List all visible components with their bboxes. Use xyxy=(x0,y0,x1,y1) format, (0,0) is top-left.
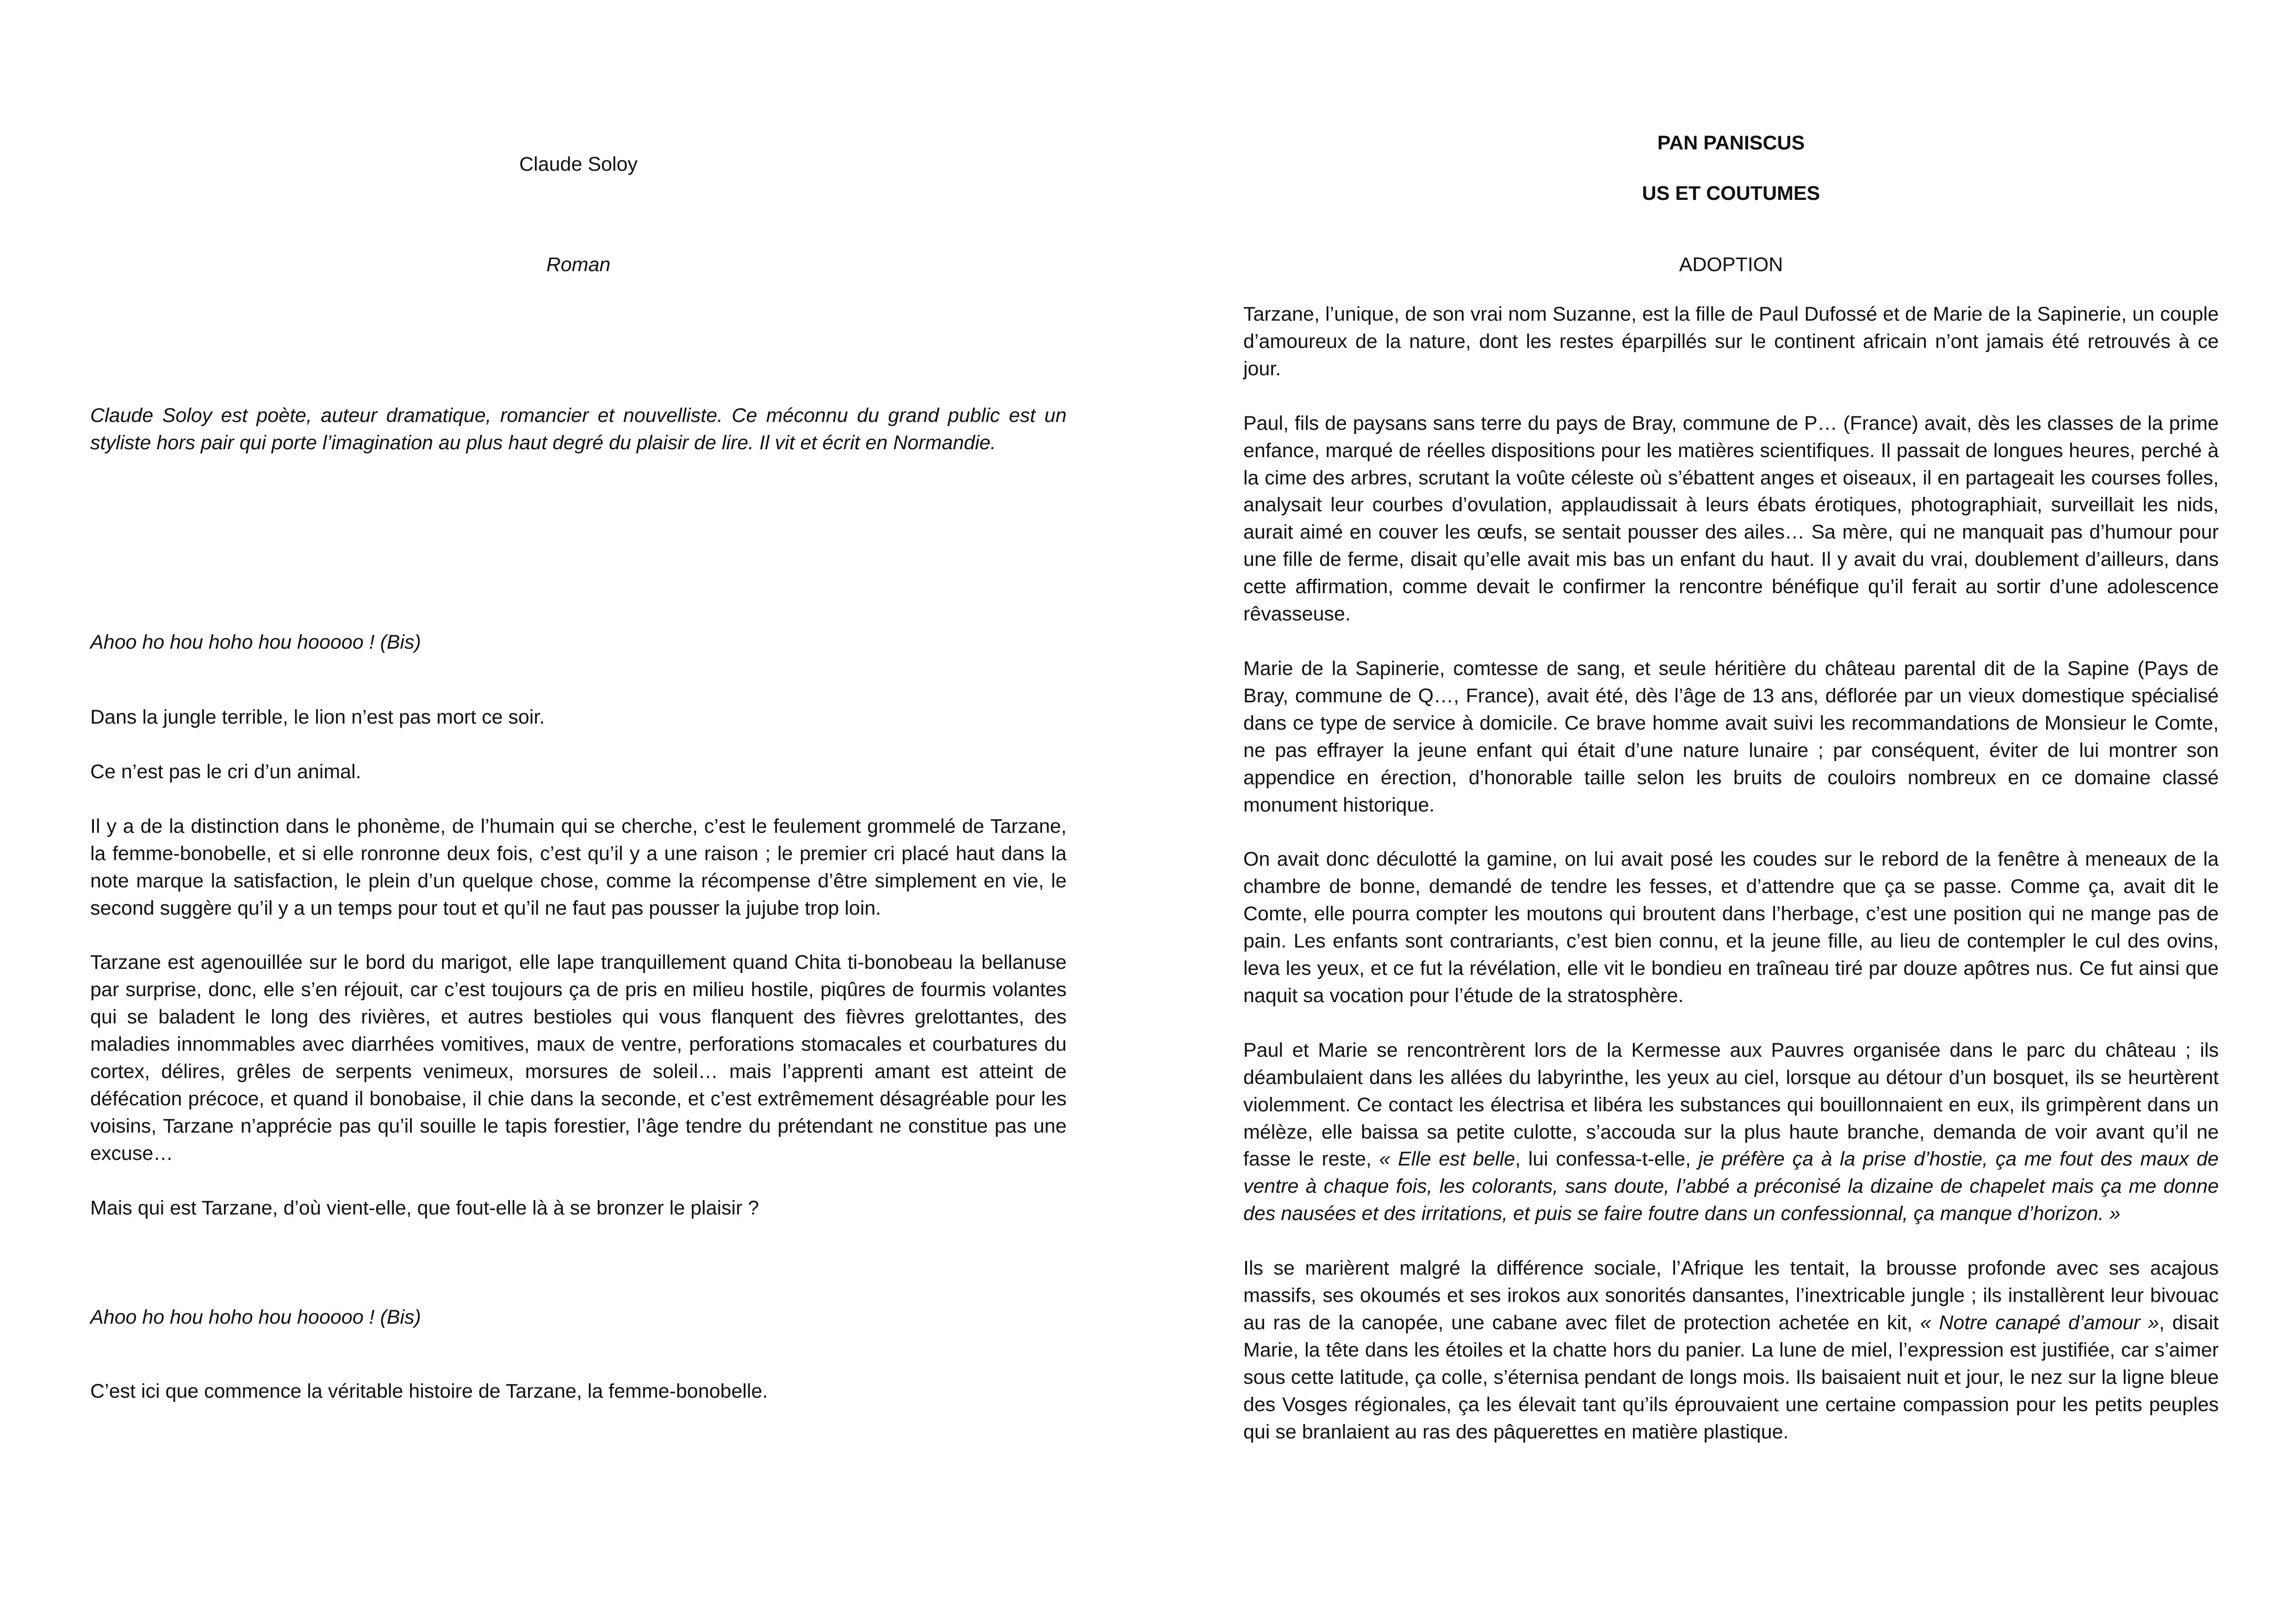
body-paragraph: Tarzane, l’unique, de son vrai nom Suzanne, est la fille de Paul Dufossé et de Marie de la Sapinerie, un couple d’amoureux de la nature, dont les restes éparpillés sur le continent africain n’ont jamais été retrouvés à ce jour. xyxy=(1243,303,2219,380)
left-page xyxy=(90,0,1067,1623)
section-heading: ADOPTION xyxy=(1679,254,1783,276)
body-paragraph: Ce n’est pas le cri d’un animal. xyxy=(90,760,361,783)
quote-text: « Elle est belle xyxy=(1379,1148,1515,1171)
author-name: Claude Soloy xyxy=(519,153,638,175)
right-body xyxy=(1243,301,2219,1446)
paragraph-text: Paul et Marie se rencontrèrent lors de la Kermesse aux Pauvres organisée dans le parc du château ; ils déambulaient dans les allées du labyrinthe, les yeux au ciel, lorsque au détour d’un bosquet, ils se heurtèrent violemment. Ce contact les électrisa et libéra les substances qui bouillonnaient en eux, ils grimpèrent dans un mélèze, elle baissa sa petite culotte, s’accouda sur la plus haute branche, demanda de voir avant qu’il ne fasse le reste, xyxy=(1243,1039,2219,1171)
refrain-top: Ahoo ho hou hoho hou hooooo ! (Bis) xyxy=(90,631,421,653)
quote-text: « Notre canapé d’amour » xyxy=(1920,1312,2159,1334)
book-title: PAN PANISCUS xyxy=(1657,132,1805,154)
paragraph-text: , disait Marie, la tête dans les étoiles et la chatte hors du panier. La lune de miel, l’expression est justifiée, car s’aimer sous cette latitude, ça colle, s’éternisa pendant de longs mois. Ils baisaient nuit et jour, le nez sur la ligne bleue des Vosges régionales, ça les élevait tant qu’ils éprouvaient une certaine compassion pour les petits peuples qui se branlaient au ras des pâquerettes en matière plastique. xyxy=(1243,1312,2219,1443)
genre-label: Roman xyxy=(546,254,611,276)
right-page xyxy=(1243,0,2219,1623)
body-paragraph: On avait donc déculotté la gamine, on lui avait posé les coudes sur le rebord de la fenêtre à meneaux de la chambre de bonne, demandé de tendre les fesses, et d’attendre que ça se passe. Comme ça, avait dit le Comte, elle pourra compter les moutons qui broutent dans l’herbage, c’est une position qui ne mange pas de pain. Les enfants sont contrariants, c’est bien connu, et la jeune fille, au lieu de contempler le cul des ovins, leva les yeux, et ce fut la révélation, elle vit le bondieu en traîneau tiré par douze apôtres nus. Ce fut ainsi que naquit sa vocation pour l’étude de la stratosphère. xyxy=(1243,848,2219,1007)
body-paragraph-mariage xyxy=(1243,1255,2219,1445)
body-paragraph: Dans la jungle terrible, le lion n’est pas mort ce soir. xyxy=(90,706,545,728)
author-bio: Claude Soloy est poète, auteur dramatique, romancier et nouvelliste. Ce méconnu du grand public est un styliste hors pair qui porte l’imagination au plus haut degré du plaisir de lire. Il vit et écrit en Normandie. xyxy=(90,404,1067,454)
body-paragraph: Il y a de la distinction dans le phonème, de l’humain qui se cherche, c’est le feulement grommelé de Tarzane, la femme-bonobelle, et si elle ronronne deux fois, c’est qu’il y a une raison ; le premier cri placé haut dans la note marque la satisfaction, le plein d’un quelque chose, comme la récompense d’être simplement en vie, le second suggère qu’il y a un temps pour tout et qu’il ne faut pas pousser la jujube trop loin. xyxy=(90,815,1067,919)
body-paragraph: Tarzane est agenouillée sur le bord du marigot, elle lape tranquillement quand Chita ti-bonobeau la bellanuse par surprise, donc, elle s’en réjouit, car c’est toujours ça de pris en milieu hostile, piqûres de fourmis volantes qui se baladent le long des rivières, et autres bestioles qui vous flanquent des fièvres grelottantes, des maladies innommables avec diarrhées vomitives, maux de ventre, perforations stomacales et courbatures du cortex, délires, grêles de serpents venimeux, morsures de soleil… mais l’apprenti amant est atteint de défécation précoce, et quand il bonobaise, il chie dans la seconde, et c’est extrêmement désagréable pour les voisins, Tarzane n’apprécie pas qu’il souille le tapis forestier, l’âge tendre du prétendant ne constitue pas une excuse… xyxy=(90,951,1067,1165)
refrain-bottom: Ahoo ho hou hoho hou hooooo ! (Bis) xyxy=(90,1306,421,1328)
quote-text: je préfère ça à la prise d’hostie, ça me fout des maux de ventre à chaque fois, les colorants, sans doute, l’abbé a préconisé la dizaine de chapelet mais ça me donne des nausées et des irritations, et puis se faire foutre dans un confessionnal, ça manque d’horizon. » xyxy=(1243,1148,2219,1225)
body-paragraph: Marie de la Sapinerie, comtesse de sang, et seule héritière du château parental dit de la Sapine (Pays de Bray, commune de Q…, France), avait été, dès l’âge de 13 ans, déflorée par un vieux domestique spécialisé dans ce type de service à domicile. Ce brave homme avait suivi les recommandations de Monsieur le Comte, ne pas effrayer la jeune enfant qui était d’une nature lunaire ; par conséquent, éviter de lui montrer son appendice en érection, d’honorable taille selon les bruits de couloirs nombreux en ce domaine classé monument historique. xyxy=(1243,657,2219,816)
paragraph-text: Ils se marièrent malgré la différence sociale, l’Afrique les tentait, la brousse profonde avec ses acajous massifs, ses okoumés et ses irokos aux sonorités dansantes, l’inextricable jungle ; ils installèrent leur bivouac au ras de la canopée, une cabane avec filet de protection achetée en kit, xyxy=(1243,1257,2219,1334)
left-body xyxy=(90,704,1067,1222)
body-paragraph-kermesse xyxy=(1243,1037,2219,1227)
closing-line: C’est ici que commence la véritable histoire de Tarzane, la femme-bonobelle. xyxy=(90,1380,768,1402)
book-subtitle: US ET COUTUMES xyxy=(1642,182,1820,204)
body-paragraph: Mais qui est Tarzane, d’où vient-elle, que fout-elle là à se bronzer le plaisir ? xyxy=(90,1196,759,1219)
paragraph-text: , lui confessa-t-elle, xyxy=(1515,1148,1699,1171)
body-paragraph: Paul, fils de paysans sans terre du pays de Bray, commune de P… (France) avait, dès les classes de la prime enfance, marqué de réelles dispositions pour les matières scientifiques. Il passait de longues heures, perché à la cime des arbres, scrutant la voûte céleste où s’ébattent anges et oiseaux, il en partageait les courses folles, analysait leur courbes d’ovulation, applaudissait à leurs ébats érotiques, photographiait, surveillait les nids, aurait aimé en couver les œufs, se sentait pousser des ailes… Sa mère, qui ne manquait pas d’humour pour une fille de ferme, disait qu’elle avait mis bas un enfant du haut. Il y avait du vrai, doublement d’ailleurs, dans cette affirmation, comme devait le confirmer la rencontre bénéfique qu’il ferait au sortir d’une adolescence rêvasseuse. xyxy=(1243,412,2219,626)
